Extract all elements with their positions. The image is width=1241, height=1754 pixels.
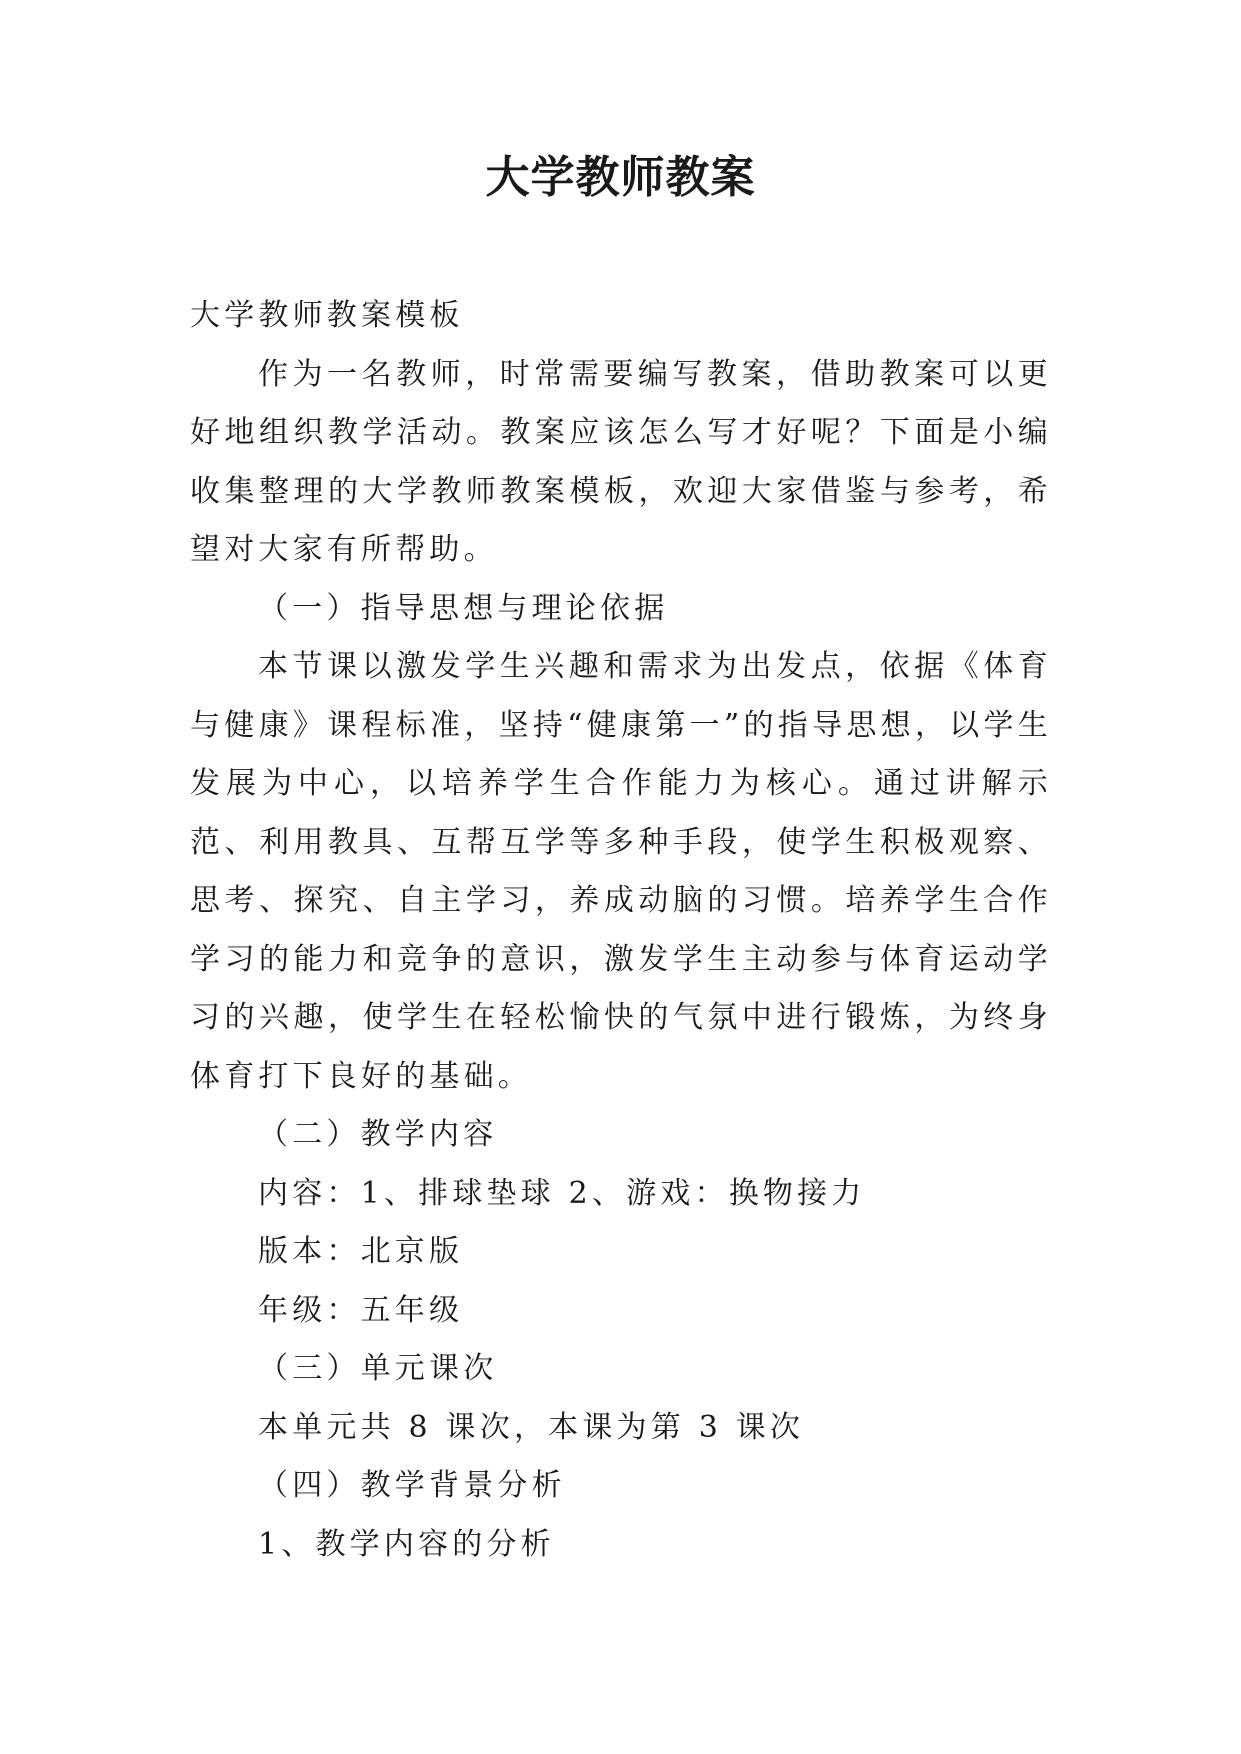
intro-paragraph: 作为一名教师，时常需要编写教案，借助教案可以更好地组织教学活动。教案应该怎么写才好呢？下面是小编收集整理的大学教师教案模板，欢迎大家借鉴与参考，希望对大家有所帮助。 — [190, 356, 1052, 567]
content-line: 内容：1、排球垫球 2、游戏：换物接力 — [258, 1175, 866, 1211]
document-body — [190, 287, 1052, 1574]
document-title: 大学教师教案 — [485, 152, 756, 203]
section1-paragraph: 本节课以激发学生兴趣和需求为出发点，依据《体育与健康》课程标准，坚持“健康第一”的指导思想，以学生发展为中心，以培养学生合作能力为核心。通过讲解示范、利用教具、互帮互学等多种手段，使学生积极观察、思考、探究、自主学习，养成动脑的习惯。培养学生合作学习的能力和竞争的意识，激发学生主动参与体育运动学习的兴趣，使学生在轻松愉快的气氛中进行锻炼，为终身体育打下良好的基础。 — [190, 649, 1052, 1094]
section2-heading: （二）教学内容 — [258, 1117, 498, 1152]
grade-line: 年级：五年级 — [258, 1292, 464, 1328]
lesson-count-line: 本单元共 8 课次，本课为第 3 课次 — [258, 1409, 805, 1445]
section1-heading: （一）指导思想与理论依据 — [258, 590, 669, 626]
section3-heading: （三）单元课次 — [258, 1351, 498, 1386]
version-line: 版本：北京版 — [258, 1234, 464, 1269]
document-subtitle: 大学教师教案模板 — [190, 298, 464, 333]
subsection1-heading: 1、教学内容的分析 — [258, 1526, 555, 1562]
section4-heading: （四）教学背景分析 — [258, 1468, 566, 1503]
